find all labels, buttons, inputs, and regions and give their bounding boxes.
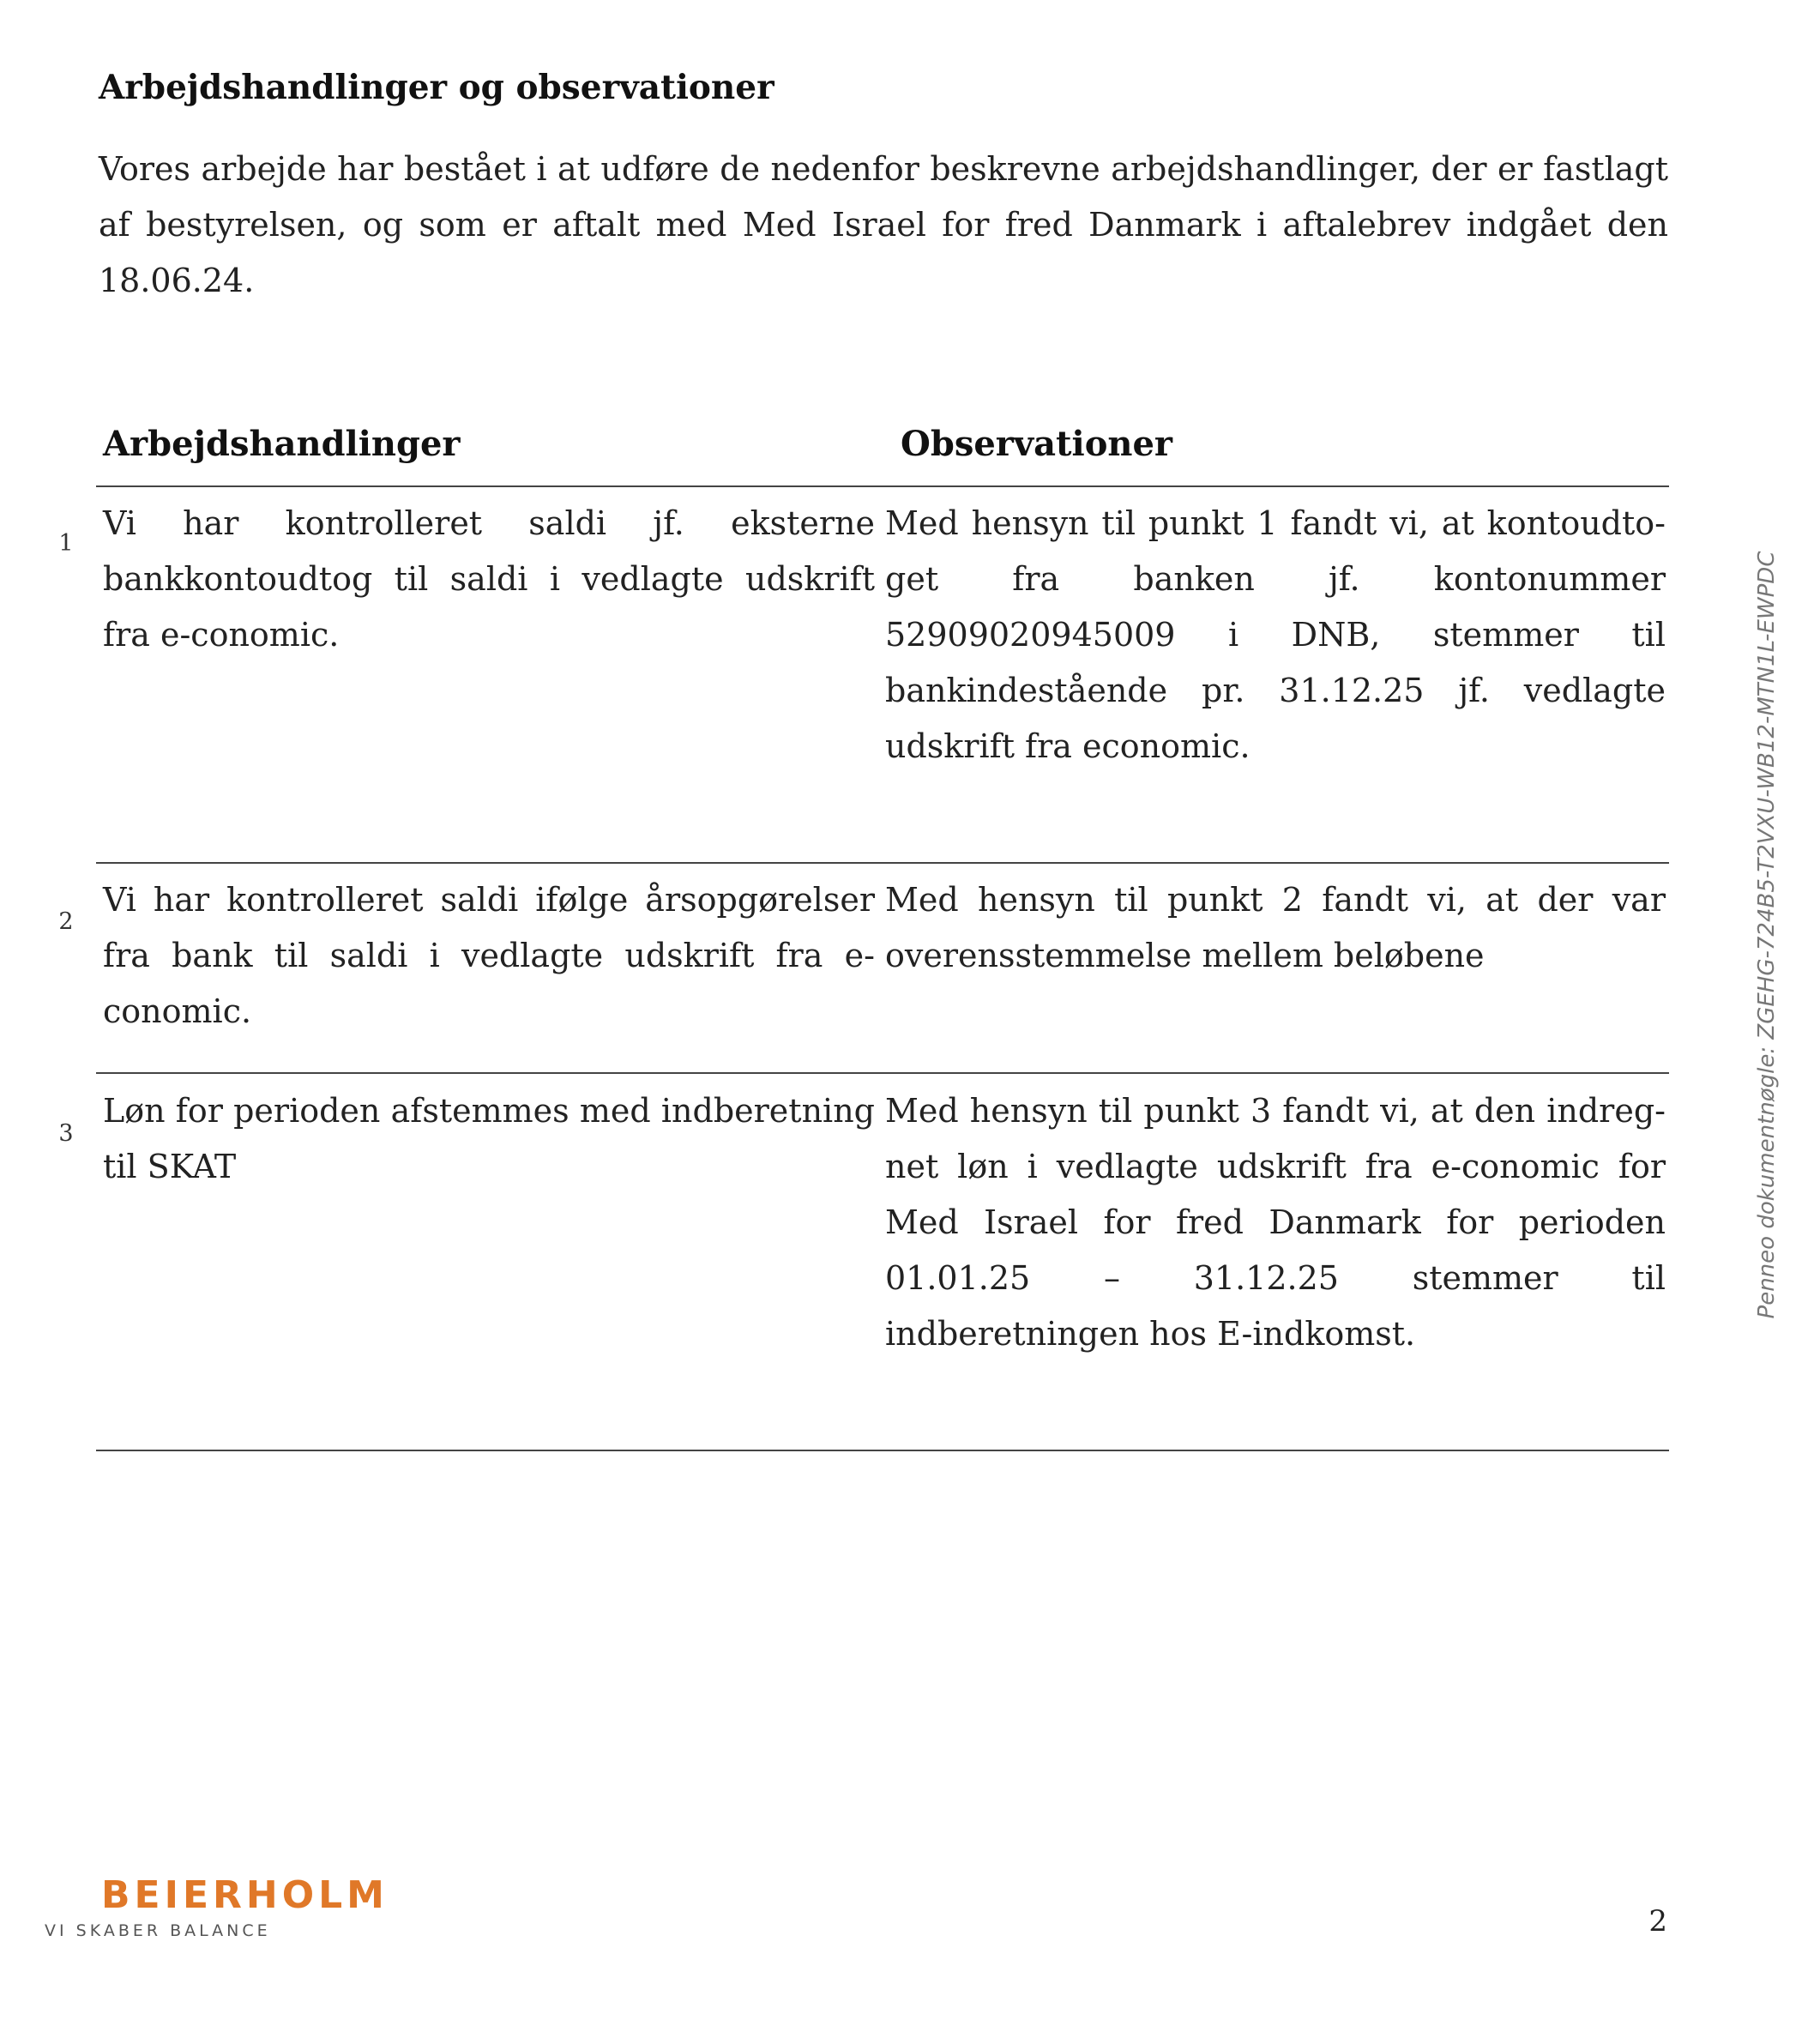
column-header-observations: Observationer [901, 424, 1172, 464]
row-observation-text: Med hensyn til punkt 3 fandt vi, at den indregnet løn i vedlagte udskrift fra e-conomic for Med Israel for fred Danmark for perioden 01.01.25 – 31.12.25 stemmer til indberetningen hos E-indkomst. [885, 1092, 1666, 1353]
logo-wordmark: BEIERHOLM [101, 1873, 389, 1917]
section-heading: Arbejdshandlinger og observationer [99, 68, 774, 107]
row-action-text: Løn for perioden afstemmes med indberetning til SKAT [103, 1092, 875, 1185]
table-rule [96, 1450, 1669, 1451]
table-rule [96, 485, 1669, 487]
logo-tagline: VI SKABER BALANCE [45, 1921, 271, 1940]
table-rule [96, 862, 1669, 864]
row-observation-text: Med hensyn til punkt 2 fandt vi, at der var overensstemmelse mellem beløbene [885, 881, 1666, 974]
row-number: 1 [58, 530, 74, 557]
row-action-text: Vi har kontrolleret saldi ifølge årsopgørelser fra bank til saldi i vedlagte udskrift fra e-conomic. [103, 881, 875, 1030]
row-observation-text: Med hensyn til punkt 1 fandt vi, at kontoudtoget fra banken jf. kontonummer 52909020945009 i DNB, stemmer til bankindestående pr. 31.12.25 jf. vedlagte udskrift fra economic. [885, 504, 1666, 765]
intro-paragraph: Vores arbejde har bestået i at udføre de nedenfor beskrevne arbejdshandlinger, der er fastlagt af bestyrelsen, og som er aftalt med Med Israel for fred Danmark i aftalebrev indgået den 18.06.24. [99, 150, 1668, 299]
row-action-text: Vi har kontrolleret saldi jf. eksterne bankkontoudtog til saldi i vedlagte udskrift fra e-conomic. [103, 504, 875, 654]
table-rule [96, 1072, 1669, 1074]
row-number: 2 [58, 908, 74, 935]
page-number: 2 [1648, 1904, 1667, 1939]
column-header-actions: Arbejdshandlinger [103, 424, 461, 464]
document-key-label: Penneo dokumentnøgle: ZGEHG-724B5-T2VXU-WB12-MTN1L-EWPDC [1754, 551, 1780, 1319]
company-logo [43, 1874, 403, 1943]
row-number: 3 [58, 1120, 74, 1147]
